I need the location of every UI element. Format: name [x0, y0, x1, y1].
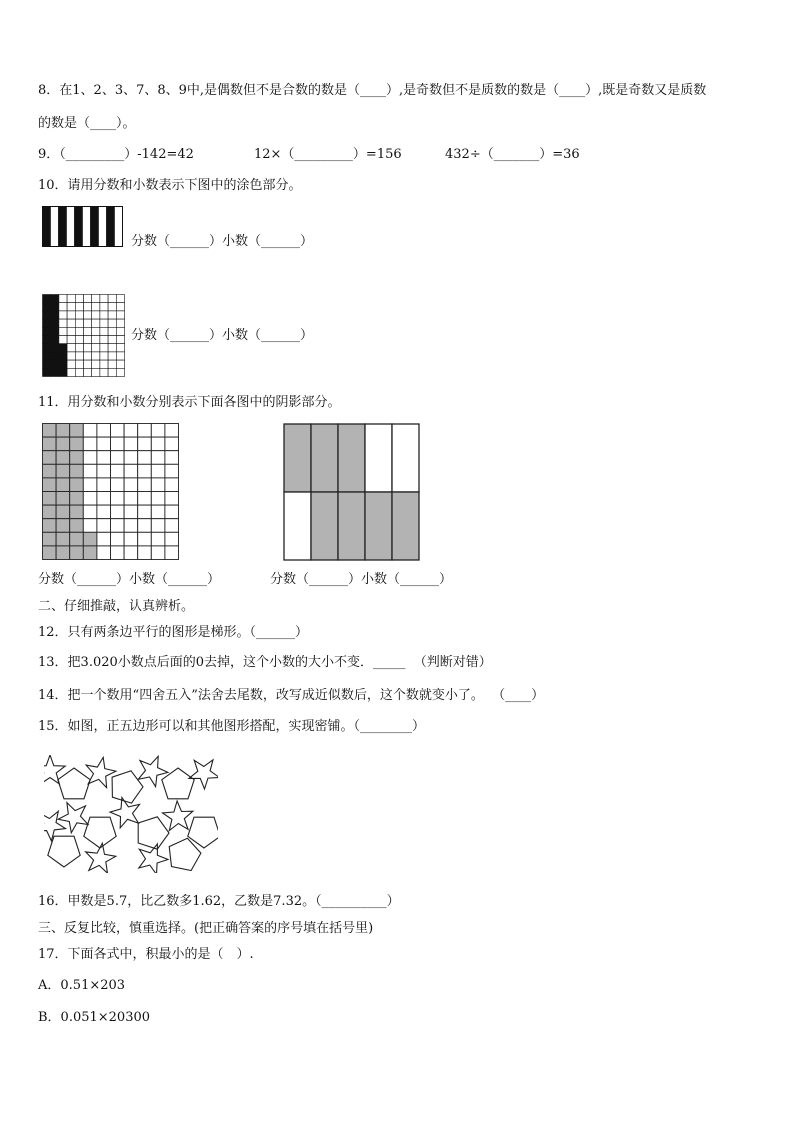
q8-line2: 的数是（____）。: [38, 116, 136, 131]
grid-cell: [51, 319, 59, 327]
grid-cell: [84, 319, 92, 327]
grid-cell: [43, 344, 51, 352]
hundred-cell: [56, 478, 70, 492]
q17-option-b: B．0.051×20300: [38, 1010, 151, 1025]
hundred-cell: [138, 451, 152, 465]
hundred-cell: [138, 464, 152, 478]
hundred-cell: [97, 424, 111, 438]
hundred-cell: [83, 424, 97, 438]
grid-cell: [67, 344, 75, 352]
hundred-cell: [111, 505, 125, 519]
hundred-cell: [151, 464, 165, 478]
grid-cell: [92, 344, 100, 352]
grid-cell: [108, 336, 116, 344]
hundred-cell: [83, 546, 97, 560]
grid-cell: [59, 327, 67, 335]
grid-cell: [84, 368, 92, 376]
hundred-cell: [83, 532, 97, 546]
hundred-cell: [43, 532, 57, 546]
grid-cell: [43, 319, 51, 327]
hundred-cell: [138, 519, 152, 533]
grid-cell: [84, 360, 92, 368]
grid-cell: [43, 368, 51, 376]
hundred-cell: [83, 492, 97, 506]
hundred-cell: [111, 451, 125, 465]
hundred-cell: [97, 451, 111, 465]
hundred-cell: [165, 437, 179, 451]
hundred-cell: [124, 505, 138, 519]
hundred-cell: [165, 478, 179, 492]
tenth-cell: [365, 492, 392, 560]
tenth-cell: [365, 424, 392, 492]
grid-cell: [43, 352, 51, 360]
hundred-cell: [70, 478, 84, 492]
grid-cell: [75, 295, 83, 303]
hundred-cell: [97, 478, 111, 492]
grid-cell: [100, 295, 108, 303]
section2-heading: 二、仔细推敲，认真辨析。: [38, 599, 195, 614]
grid-cell: [116, 336, 124, 344]
grid-cell: [92, 368, 100, 376]
grid-cell: [108, 311, 116, 319]
grid-cell: [92, 295, 100, 303]
hundred-cell: [165, 519, 179, 533]
grid-cell: [67, 303, 75, 311]
pentagon-shape: [48, 836, 80, 867]
hundred-cell: [97, 464, 111, 478]
q9-part1: 9．（_________）-142=42: [38, 147, 194, 162]
grid-cell: [51, 327, 59, 335]
grid-cell: [84, 311, 92, 319]
hundred-cell: [124, 532, 138, 546]
q10-grid-figure: [42, 294, 126, 380]
hundred-cell: [83, 464, 97, 478]
grid-cell: [92, 352, 100, 360]
grid-cell: [67, 319, 75, 327]
hundred-cell: [43, 546, 57, 560]
grid-cell: [100, 319, 108, 327]
hundred-cell: [111, 532, 125, 546]
hundred-cell: [56, 424, 70, 438]
hundred-cell: [165, 464, 179, 478]
hundred-cell: [56, 437, 70, 451]
hundred-cell: [151, 492, 165, 506]
grid-cell: [116, 319, 124, 327]
grid-cell: [75, 311, 83, 319]
q11-hundred-grid: [42, 423, 182, 563]
q11-text: 11．用分数和小数分别表示下面各图中的阴影部分。: [38, 395, 341, 410]
hundred-cell: [43, 505, 57, 519]
grid-cell: [116, 327, 124, 335]
hundred-cell: [97, 519, 111, 533]
grid-cell: [51, 336, 59, 344]
grid-cell: [75, 319, 83, 327]
grid-cell: [67, 295, 75, 303]
hundred-cell: [138, 505, 152, 519]
grid-cell: [51, 360, 59, 368]
grid-cell: [100, 368, 108, 376]
stripe-light: [99, 207, 107, 247]
q13-text: 13．把3.020小数点后面的0去掉，这个小数的大小不变．_____ （判断对错）: [38, 655, 492, 670]
q10-stripe-figure: [42, 206, 124, 248]
grid-cell: [116, 344, 124, 352]
grid-cell: [116, 311, 124, 319]
grid-cell: [92, 336, 100, 344]
grid-cell: [116, 295, 124, 303]
q17-option-a: A．0.51×203: [38, 978, 126, 993]
hundred-cell: [165, 451, 179, 465]
grid-cell: [67, 368, 75, 376]
grid-cell: [100, 303, 108, 311]
grid-cell: [92, 360, 100, 368]
grid-cell: [59, 360, 67, 368]
q10-text: 10．请用分数和小数表示下图中的涂色部分。: [38, 178, 302, 193]
grid-cell: [67, 360, 75, 368]
grid-cell: [84, 295, 92, 303]
grid-cell: [43, 336, 51, 344]
hundred-cell: [111, 519, 125, 533]
grid-cell: [67, 336, 75, 344]
q17-text: 17．下面各式中，积最小的是（ ）.: [38, 947, 254, 962]
grid-cell: [43, 295, 51, 303]
hundred-cell: [165, 532, 179, 546]
grid-cell: [75, 336, 83, 344]
hundred-cell: [165, 546, 179, 560]
hundred-cell: [56, 464, 70, 478]
grid-cell: [51, 344, 59, 352]
grid-cell: [51, 303, 59, 311]
pentagon-shape: [169, 838, 201, 870]
tenth-cell: [311, 492, 338, 560]
hundred-cell: [138, 492, 152, 506]
grid-cell: [84, 336, 92, 344]
hundred-cell: [70, 519, 84, 533]
grid-cell: [100, 336, 108, 344]
tenth-cell: [392, 424, 419, 492]
hundred-cell: [111, 492, 125, 506]
hundred-cell: [56, 519, 70, 533]
hundred-cell: [56, 546, 70, 560]
hundred-cell: [151, 451, 165, 465]
stripe-light: [51, 207, 59, 247]
q10-answer2: 分数（______）小数（______）: [131, 328, 314, 343]
hundred-cell: [111, 437, 125, 451]
hundred-cell: [124, 519, 138, 533]
hundred-cell: [124, 464, 138, 478]
star-shape: [58, 803, 88, 833]
grid-cell: [59, 344, 67, 352]
stripe-dark: [43, 207, 51, 247]
tenth-cell: [338, 424, 365, 492]
grid-cell: [75, 344, 83, 352]
hundred-cell: [111, 478, 125, 492]
grid-cell: [84, 327, 92, 335]
hundred-cell: [124, 546, 138, 560]
grid-cell: [92, 311, 100, 319]
grid-cell: [108, 303, 116, 311]
grid-cell: [43, 327, 51, 335]
hundred-cell: [70, 464, 84, 478]
grid-cell: [100, 360, 108, 368]
hundred-cell: [83, 451, 97, 465]
hundred-cell: [97, 546, 111, 560]
hundred-cell: [56, 532, 70, 546]
grid-cell: [92, 319, 100, 327]
grid-cell: [59, 311, 67, 319]
hundred-cell: [151, 505, 165, 519]
grid-cell: [67, 311, 75, 319]
hundred-cell: [151, 519, 165, 533]
grid-cell: [116, 352, 124, 360]
hundred-cell: [165, 424, 179, 438]
hundred-cell: [70, 532, 84, 546]
grid-cell: [108, 344, 116, 352]
hundred-cell: [70, 505, 84, 519]
stripe-dark: [91, 207, 99, 247]
tenth-cell: [392, 492, 419, 560]
hundred-cell: [43, 464, 57, 478]
grid-cell: [43, 360, 51, 368]
hundred-cell: [124, 424, 138, 438]
pentagon-shape: [84, 817, 116, 848]
star-shape: [44, 755, 65, 784]
pentagon-shape: [138, 817, 169, 849]
hundred-cell: [138, 546, 152, 560]
grid-cell: [59, 336, 67, 344]
hundred-cell: [56, 451, 70, 465]
grid-cell: [108, 295, 116, 303]
q11-answer-right: 分数（______）小数（______）: [270, 572, 453, 587]
grid-cell: [75, 352, 83, 360]
hundred-cell: [124, 492, 138, 506]
q8-line1: 8．在1、2、3、7、8、9中,是偶数但不是合数的数是（____）,是奇数但不是质数的数是（____）,既是奇数又是质数: [38, 83, 707, 98]
hundred-cell: [97, 437, 111, 451]
grid-cell: [100, 311, 108, 319]
grid-cell: [92, 303, 100, 311]
hundred-cell: [151, 546, 165, 560]
grid-cell: [108, 360, 116, 368]
hundred-cell: [83, 437, 97, 451]
hundred-cell: [151, 437, 165, 451]
grid-cell: [59, 319, 67, 327]
grid-cell: [108, 319, 116, 327]
q16-text: 16．甲数是5.7，比乙数多1.62，乙数是7.32。（__________）: [38, 894, 400, 909]
grid-cell: [100, 344, 108, 352]
grid-cell: [75, 303, 83, 311]
q15-tessellation-figure: [44, 755, 218, 873]
pentagon-shape: [58, 768, 90, 799]
hundred-cell: [165, 492, 179, 506]
q10-answer1: 分数（______）小数（______）: [131, 234, 314, 249]
hundred-cell: [165, 505, 179, 519]
hundred-cell: [151, 532, 165, 546]
hundred-cell: [111, 546, 125, 560]
hundred-cell: [151, 478, 165, 492]
hundred-cell: [138, 532, 152, 546]
hundred-cell: [43, 519, 57, 533]
q11-tenths-figure: [283, 423, 423, 563]
grid-cell: [59, 295, 67, 303]
hundred-cell: [124, 451, 138, 465]
tenth-cell: [284, 492, 311, 560]
hundred-cell: [43, 492, 57, 506]
hundred-cell: [124, 437, 138, 451]
stripe-dark: [75, 207, 83, 247]
stripe-light: [115, 207, 123, 247]
grid-cell: [108, 368, 116, 376]
hundred-cell: [124, 478, 138, 492]
q9-part3: 432÷（_______）=36: [445, 147, 580, 162]
grid-cell: [108, 352, 116, 360]
grid-cell: [116, 360, 124, 368]
grid-cell: [116, 303, 124, 311]
hundred-cell: [138, 437, 152, 451]
grid-cell: [51, 311, 59, 319]
hundred-cell: [43, 424, 57, 438]
star-shape: [110, 798, 140, 828]
hundred-cell: [111, 464, 125, 478]
stripe-light: [83, 207, 91, 247]
q12-text: 12．只有两条边平行的图形是梯形。（______）: [38, 625, 309, 640]
hundred-cell: [83, 519, 97, 533]
hundred-cell: [138, 478, 152, 492]
hundred-cell: [70, 546, 84, 560]
tenth-cell: [338, 492, 365, 560]
q9-part2: 12×（_________）=156: [254, 147, 402, 162]
grid-cell: [43, 311, 51, 319]
q11-answer-left: 分数（______）小数（______）: [38, 572, 221, 587]
star-shape: [163, 801, 193, 831]
stripe-dark: [59, 207, 67, 247]
tenth-cell: [284, 424, 311, 492]
grid-cell: [75, 327, 83, 335]
grid-cell: [67, 352, 75, 360]
grid-cell: [51, 368, 59, 376]
grid-cell: [59, 303, 67, 311]
grid-cell: [75, 360, 83, 368]
hundred-cell: [138, 424, 152, 438]
stripe-dark: [107, 207, 115, 247]
hundred-cell: [70, 451, 84, 465]
tenth-cell: [311, 424, 338, 492]
hundred-cell: [70, 424, 84, 438]
grid-cell: [51, 352, 59, 360]
grid-cell: [100, 352, 108, 360]
grid-cell: [84, 352, 92, 360]
grid-cell: [92, 327, 100, 335]
grid-cell: [108, 327, 116, 335]
star-shape: [86, 757, 116, 787]
section3-heading: 三、反复比较，慎重选择。(把正确答案的序号填在括号里): [38, 921, 374, 936]
hundred-cell: [97, 505, 111, 519]
hundred-cell: [70, 492, 84, 506]
star-shape: [189, 760, 218, 789]
hundred-cell: [83, 505, 97, 519]
grid-cell: [116, 368, 124, 376]
grid-cell: [84, 344, 92, 352]
pentagon-shape: [112, 771, 143, 803]
star-shape: [139, 844, 168, 873]
hundred-cell: [56, 505, 70, 519]
hundred-cell: [43, 451, 57, 465]
hundred-cell: [70, 437, 84, 451]
q14-text: 14．把一个数用“四舍五入”法舍去尾数，改写成近似数后，这个数就变小了。 （____）: [38, 688, 545, 703]
hundred-cell: [43, 478, 57, 492]
q15-text: 15．如图，正五边形可以和其他图形搭配，实现密铺。（________）: [38, 719, 426, 734]
hundred-cell: [97, 492, 111, 506]
hundred-cell: [83, 478, 97, 492]
grid-cell: [84, 303, 92, 311]
hundred-cell: [43, 437, 57, 451]
grid-cell: [75, 368, 83, 376]
star-shape: [138, 756, 168, 786]
grid-cell: [43, 303, 51, 311]
hundred-cell: [97, 532, 111, 546]
hundred-cell: [56, 492, 70, 506]
grid-cell: [100, 327, 108, 335]
grid-cell: [59, 352, 67, 360]
grid-cell: [59, 368, 67, 376]
hundred-cell: [151, 424, 165, 438]
grid-cell: [51, 295, 59, 303]
hundred-cell: [111, 424, 125, 438]
stripe-light: [67, 207, 75, 247]
grid-cell: [67, 327, 75, 335]
